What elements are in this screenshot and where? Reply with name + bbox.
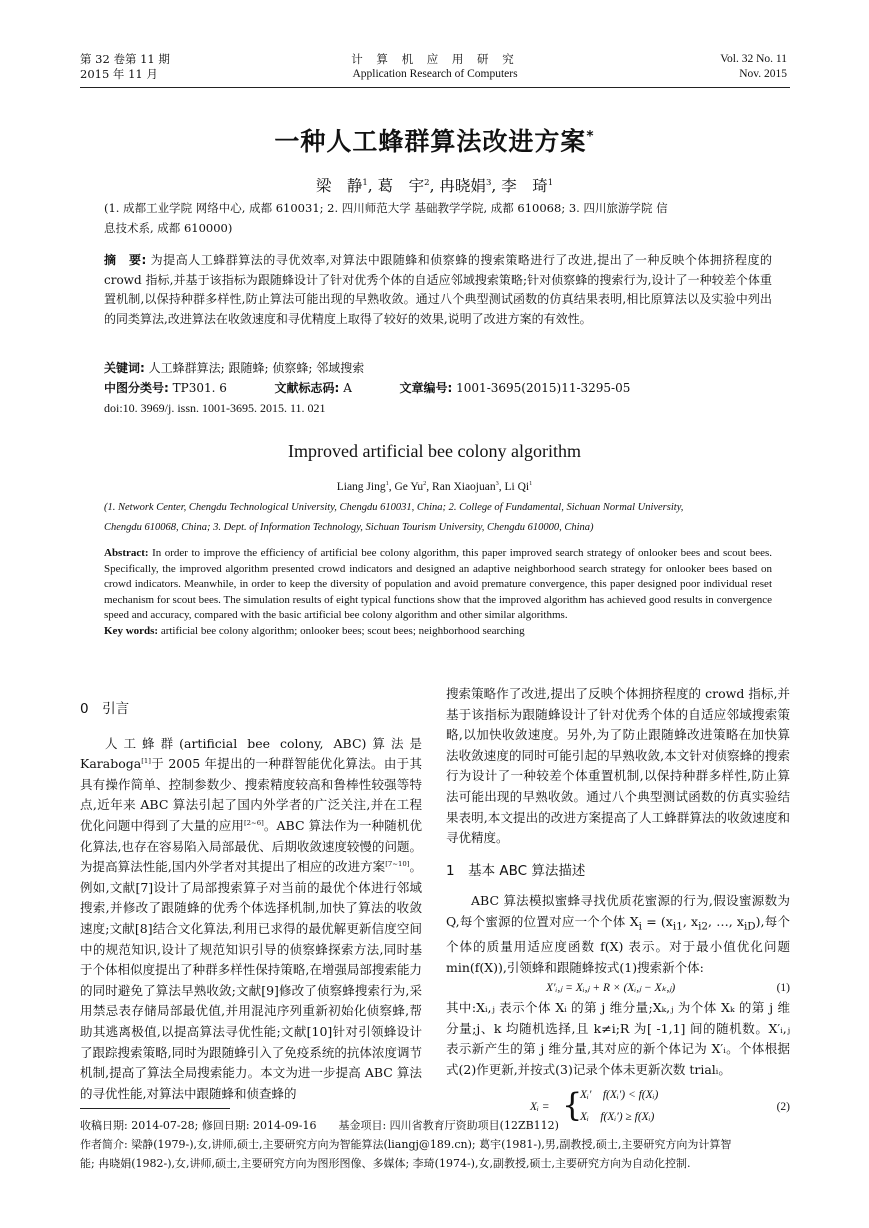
text-run: 。例如,文献[7]设计了局部搜索算子对当前的最优个体进行邻域搜索,并修改了跟随蜂的优秀个体选择机制,加快了算法的收敛速度;文献[8]结合文化算法,利用已求得的最优解更新信度空间中的规范知识,设计了规范知识引导的侦察蜂探索方法,同时基于个体相似度提出了种群多样性保持策略,在增强局部搜索能力的同时避免了算法早熟收敛;文献[9]修改了侦察蜂搜索行为,采用禁忌表存储局部最优值,并用混沌序列重新初始化侦察蜂,帮助其逃离极值,以提高算法寻优性能;文献[10]针对引领蜂设计了跟踪搜索策略,同时为跟随蜂引入了免疫系统的抗体浓度调节机制,提高了算法全局搜索能力。本文为进一步提高 ABC 算法的寻优性能,对算法中跟随蜂和侦查蜂的 <box>80 859 422 1101</box>
intro-paragraph <box>80 734 422 1105</box>
header-volume: 第 32 卷第 11 期 <box>80 52 170 66</box>
doc-code-label: 文献标志码: <box>274 381 340 395</box>
equation-2-lhs: Xᵢ = <box>530 1100 550 1113</box>
english-author-name: Li Qi <box>504 481 530 493</box>
author-aff-mark: 1 <box>385 480 389 488</box>
author-aff-mark: 2 <box>423 480 427 488</box>
english-abstract-label: Abstract: <box>104 547 149 559</box>
author-aff-mark: 1 <box>547 177 554 188</box>
english-author-name: Ge Yu <box>394 481 424 493</box>
running-header-left <box>80 52 170 82</box>
header-date-en: Nov. 2015 <box>739 68 787 80</box>
left-column <box>80 699 422 1104</box>
equation-1 <box>446 978 790 998</box>
author-name: 冉晓娟 <box>439 177 486 195</box>
keywords-text: 人工蜂群算法; 跟随蜂; 侦察蜂; 邻域搜索 <box>148 361 365 375</box>
brace-icon: { <box>562 1085 583 1124</box>
author-name: 葛 宇 <box>377 177 425 195</box>
footnote-authors-cont: 能; 冉晓娟(1982-),女,讲师,硕士,主要研究方向为图形图像、多媒体; 李琦(1974-),女,副教授,硕士,主要研究方向为自动化控制. <box>80 1157 691 1170</box>
text-run: 。ABC 算法作为一种随机优化算法,也存在容易陷入局部最优、后期收敛速度较慢的问题。为提高算法性能,国内外学者对其提出了相应的改进方案 <box>80 817 422 875</box>
abstract-text: 为提高人工蜂群算法的寻优效率,对算法中跟随蜂和侦察蜂的搜索策略进行了改进,提出了一种反映个体拥挤程度的 crowd 指标,并基于该指标为跟随蜂设计了针对优秀个体的自适应邻域搜索策略;针对侦察蜂的搜索行为,设计了一种较差个体重置机制,以保持种群多样性,防止算法可能出现的早熟收敛。通过八个典型测试函数的仿真结果表明,相比原算法以及实验中列出的同类算法,改进算法在收敛速度和寻优精度上取得了较好的效果,说明了改进方案的有效性。 <box>104 253 772 326</box>
intro-paragraph-continued: 搜索策略作了改进,提出了反映个体拥挤程度的 crowd 指标,并基于该指标为跟随蜂设计了针对优秀个体的自适应邻域搜索策略,以加快收敛速度。另外,为了防止跟随蜂改进策略在加快算法收敛速度的同时可能引起的早熟收敛,本文针对侦察蜂的搜索行为设计了一种较差个体重置机制,以保持种群多样性,防止算法可能出现的早熟收敛。通过八个典型测试函数的仿真实验结果表明,本文提出的改进方案提高了人工蜂群算法的收敛速度和寻优精度。 <box>446 686 790 846</box>
english-affiliation-line: (1. Network Center, Chengdu Technological University, Chengdu 610031, China; 2. College of Fundamental, Sichuan Normal University, <box>104 502 684 513</box>
keywords-label: 关键词: <box>104 361 145 375</box>
text-run: 人工蜂群(artificial bee colony, ABC)算法是 Karaboga <box>80 735 422 772</box>
abstract-label: 摘 要: <box>104 253 147 267</box>
english-author-name: Ran Xiaojuan <box>432 481 496 493</box>
english-abstract <box>104 546 772 639</box>
english-affiliations <box>104 498 772 538</box>
footnote-rule <box>80 1108 230 1109</box>
abc-paragraph: ABC 算法模拟蜜蜂寻找优质花蜜源的行为,假设蜜源数为 Q,每个蜜源的位置对应一个个体 $X_i = (x_{i1}$, $x_{i2}$, …, $x_{iD}$),每个个体的质量用适应度函数 f(X) 表示。对于最小值优化问题 min(f(X)),引领蜂和跟随蜂按式(1)搜索新个体: <box>446 893 790 975</box>
text-run: , …, x <box>708 913 744 929</box>
author-aff-mark: 3 <box>485 177 492 188</box>
author-aff-mark: 1 <box>529 480 533 488</box>
footnote-authors: 作者简介: 梁静(1979-),女,讲师,硕士,主要研究方向为智能算法(liangj@189.cn); 葛宇(1981-),男,副教授,硕士,主要研究方向为计算智 <box>80 1138 732 1151</box>
equation-2-row: Xᵢ f(Xᵢ′) ≥ f(Xᵢ) <box>580 1110 655 1123</box>
citation: [2~6] <box>243 818 264 827</box>
section-heading-intro: 0 引言 <box>80 701 130 717</box>
doc-code-value: A <box>343 381 352 395</box>
text-run: = (x <box>642 913 673 929</box>
affiliation-line: 息技术系, 成都 610000) <box>104 221 233 235</box>
english-author-name: Liang Jing <box>336 481 386 493</box>
running-header-center <box>300 52 570 82</box>
footnote <box>80 1116 790 1173</box>
doi: doi:10. 3969/j. issn. 1001-3695. 2015. 11. 021 <box>104 401 326 415</box>
equation-2-number: (2) <box>776 1100 790 1113</box>
title-footnote-mark: * <box>586 128 595 145</box>
equation-2-row: Xᵢ′ f(Xᵢ′) < f(Xᵢ) <box>580 1088 659 1101</box>
header-date: 2015 年 11 月 <box>80 67 158 81</box>
affiliations <box>104 198 772 238</box>
equation-1-number: (1) <box>776 982 790 995</box>
paper-title <box>0 122 869 158</box>
author-name: 李 琦 <box>501 177 548 195</box>
text-run: 于 2005 年提出的一种群智能优化算法。由于其具有操作简单、控制参数少、搜索精度较高和鲁棒性较强等特点,近年来 ABC 算法引起了国内外学者的广泛关注,并在工程优化问题中得到了大量的应用 <box>80 756 422 833</box>
citation: [7~10] <box>385 860 410 868</box>
keywords-cn <box>104 359 364 378</box>
header-rule <box>80 87 790 88</box>
classification-line <box>104 379 772 398</box>
citation: [1] <box>141 757 151 766</box>
english-keywords-label: Key words: <box>104 624 159 637</box>
text-run: , x <box>682 913 699 929</box>
running-header-right <box>720 52 787 82</box>
text-run: ),每个个体的质量用适应度函数 f(X) 表示。对于最小值优化问题 min(f(X)),引领蜂和跟随蜂按式(1)搜索新个体: <box>446 913 790 975</box>
english-keywords-text: artificial bee colony algorithm; onlooker bees; scout bees; neighborhood searching <box>160 624 525 637</box>
affiliation-line: (1. 成都工业学院 网络中心, 成都 610031; 2. 四川师范大学 基础教学学院, 成都 610068; 3. 四川旅游学院 信 <box>104 201 668 215</box>
section-heading-abc: 1 基本 ABC 算法描述 <box>446 862 586 879</box>
text-run: ABC 算法模拟蜜蜂寻找优质花蜜源的行为,假设蜜源数为 Q,每个蜜源的位置对应一个个体 X <box>446 893 790 929</box>
english-abstract-text: In order to improve the efficiency of artificial bee colony algorithm, this paper improved search strategy of onlooker bees and scout bees. Specifically, the improved algorithm presented crowd indicators and designed an adaptive neighborhood search strategy for onlooker bees based on crowd indicators. Meanwhile, in order to keep the diversity of population and avoid premature convergence, this paper designed poor individual reset mechanism for scout bees. The simulation results of eight typical functions show that the improved algorithm has achieved good results in convergence speed and accuracy, compared with the basic artificial bee colony algorithm and other similar algorithms. <box>104 547 773 621</box>
abstract-cn <box>104 251 772 329</box>
journal-name-en: Application Research of Computers <box>352 68 518 80</box>
journal-name-cn: 计 算 机 应 用 研 究 <box>351 52 519 66</box>
header-volume-en: Vol. 32 No. 11 <box>720 53 787 65</box>
english-author-list: Liang Jing$^1$, Ge Yu$^2$, Ran Xiaojuan$^3$, Li Qi$^1$ <box>336 480 533 493</box>
clc-label: 中图分类号: <box>104 381 169 395</box>
equation-1-body: X′ᵢ,ⱼ = Xᵢ,ⱼ + R × (Xᵢ,ⱼ − Xₖ,ⱼ) <box>546 982 676 995</box>
author-aff-mark: 1 <box>362 177 368 188</box>
english-title: Improved artificial bee colony algorithm <box>288 441 581 461</box>
author-aff-mark: 2 <box>424 177 430 188</box>
right-column <box>446 684 790 1131</box>
article-no-value: 1001-3695(2015)11-3295-05 <box>456 381 631 395</box>
abc-paragraph-2: 其中:Xᵢ,ⱼ 表示个体 Xᵢ 的第 j 维分量;Xₖ,ⱼ 为个体 Xₖ 的第 j 维分量;j、k 均随机选择,且 k≠i;R 为[ -1,1] 间的随机数。X′ᵢ,ⱼ 表示新产生的第 j 维分量,其对应的新个体记为 X′ᵢ。个体根据式(2)作更新,并按式(3)记录个体未更新次数 trialᵢ。 <box>446 1000 790 1077</box>
author-aff-mark: 3 <box>495 480 499 488</box>
author-name: 梁 静 <box>315 177 363 195</box>
english-affiliation-line: Chengdu 610068, China; 3. Dept. of Information Technology, Sichuan Tourism University, Chengdu 610000, China) <box>104 522 594 533</box>
paper-title-text: 一种人工蜂群算法改进方案 <box>274 127 587 156</box>
footnote-dates: 收稿日期: 2014-07-28; 修回日期: 2014-09-16 基金项目: 四川省教育厅资助项目(12ZB112) <box>80 1119 559 1132</box>
author-list: 梁 静$^1$, 葛 宇$^2$, 冉晓娟$^3$, 李 琦$^1$ <box>315 177 554 195</box>
article-no-label: 文章编号: <box>399 381 453 395</box>
clc-value: TP301. 6 <box>172 381 227 395</box>
